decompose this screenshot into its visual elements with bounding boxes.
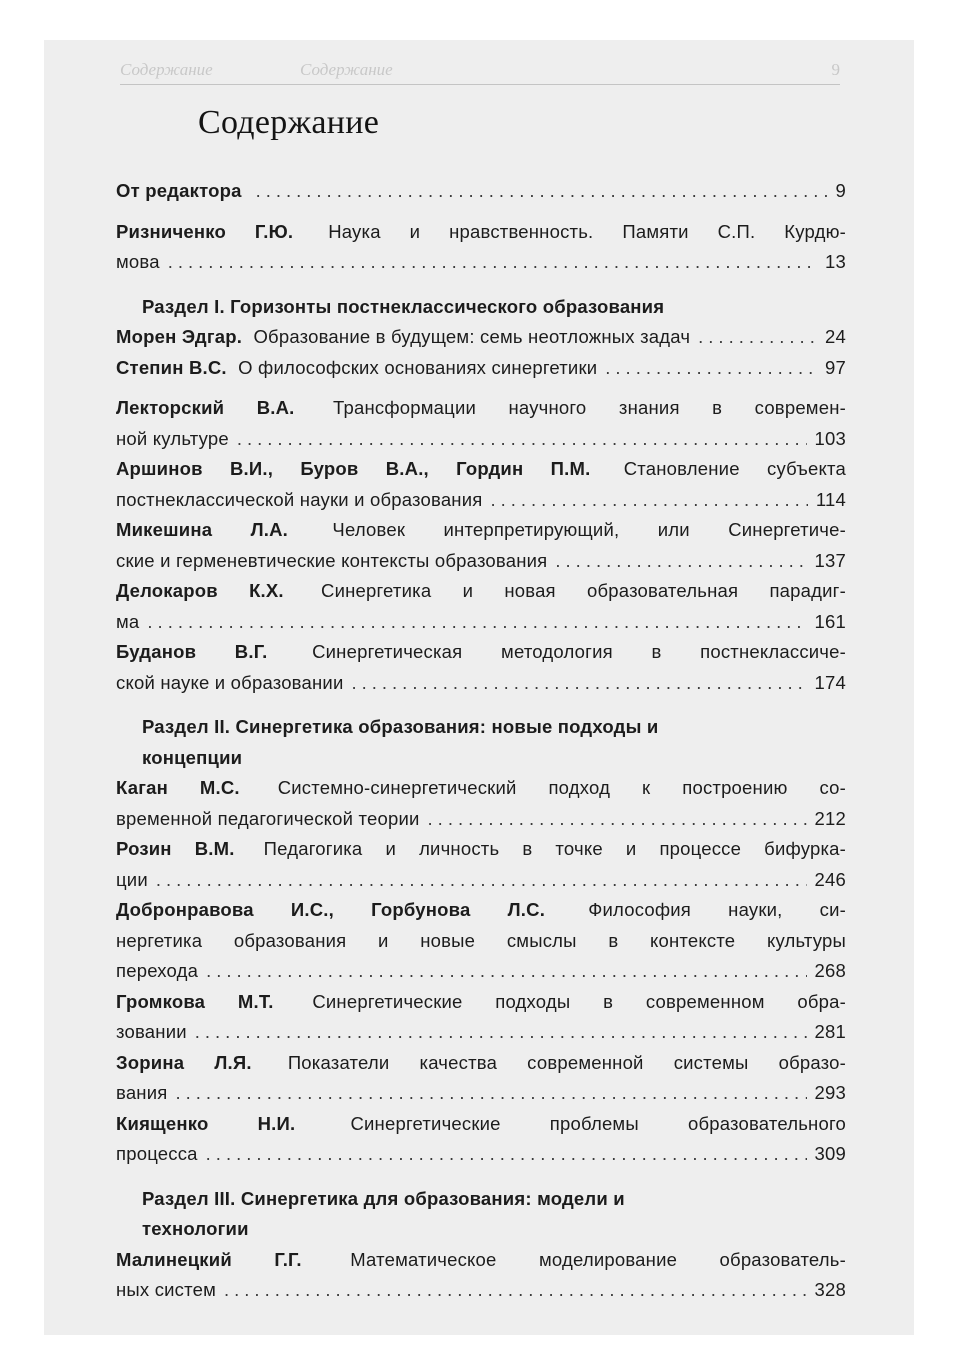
toc-entry-rozin[interactable] xyxy=(116,834,846,895)
entry-author: Ризниченко Г.Ю. xyxy=(116,220,294,242)
entry-title-cont: ных систем xyxy=(116,1279,217,1300)
page-number: 246 xyxy=(814,868,846,890)
toc-entry-dobronravova[interactable] xyxy=(116,895,846,987)
entry-title: Человек интерпретирующий, или Синергетиче- xyxy=(332,519,846,540)
running-head xyxy=(120,60,840,85)
dot-leader xyxy=(175,1078,806,1109)
entry-author: Розин В.М. xyxy=(116,838,235,859)
dot-leader xyxy=(555,546,806,577)
dot-leader xyxy=(224,1275,807,1306)
page-number: 309 xyxy=(814,1143,846,1164)
toc-entry-kagan[interactable] xyxy=(116,773,846,834)
entry-title: Синергетическая методология в постнеклассиче- xyxy=(312,641,846,662)
entry-author: Степин В.С. xyxy=(116,356,227,378)
entry-title: Математическое моделирование образователь- xyxy=(350,1248,846,1270)
entry-title-cont: постнеклассической науки и образования xyxy=(116,488,483,510)
entry-author: Малинецкий Г.Г. xyxy=(116,1248,302,1270)
entry-title-cont: ной культуре xyxy=(116,427,229,449)
entry-title: Образование в будущем: семь неотложных задач xyxy=(253,326,691,347)
toc-entry-budanov[interactable] xyxy=(116,637,846,698)
table-of-contents xyxy=(116,176,846,1306)
entry-title: О философских основаниях синергетики xyxy=(238,356,598,378)
section-heading-2: Раздел II. Синергетика образования: новые подходы и xyxy=(142,716,659,737)
dot-leader xyxy=(237,424,807,455)
entry-author: Аршинов В.И., Буров В.А., Гордин П.М. xyxy=(116,458,591,479)
entry-title-cont: ские и герменевтические контексты образования xyxy=(116,549,548,571)
entry-title: Системно-синергетический подход к построению со- xyxy=(277,777,846,798)
dot-leader xyxy=(428,804,807,835)
page-number: 161 xyxy=(814,610,846,632)
dot-leader xyxy=(605,353,817,384)
entry-title-cont: нергетика образования и новые смыслы в контексте культуры xyxy=(116,929,846,951)
entry-title: Трансформации научного знания в современ- xyxy=(333,397,846,418)
toc-entry-riznichenko[interactable] xyxy=(116,217,846,278)
toc-entry-heading: От редактора xyxy=(116,180,242,201)
dot-leader xyxy=(168,247,817,278)
page-number: 9 xyxy=(835,180,846,201)
page-number: 212 xyxy=(814,807,846,829)
toc-entry-stepin[interactable] xyxy=(116,353,846,384)
toc-entry-mikeshina[interactable] xyxy=(116,515,846,576)
entry-title-cont: временной педагогической теории xyxy=(116,807,420,829)
page-number: 24 xyxy=(825,326,846,347)
entry-title: Показатели качества современной системы образо- xyxy=(287,1051,846,1073)
toc-entry-kiyashchenko[interactable] xyxy=(116,1109,846,1170)
entry-author: Буданов В.Г. xyxy=(116,641,268,662)
running-head-left: Содержание xyxy=(120,60,213,79)
page-number: 114 xyxy=(815,488,846,510)
dot-leader xyxy=(256,176,828,207)
entry-title: Становление субъекта xyxy=(623,458,846,479)
page-number: 13 xyxy=(825,251,846,272)
entry-author: Микешина Л.А. xyxy=(116,519,289,540)
page-number: 103 xyxy=(814,427,846,449)
toc-entry-delokarov[interactable] xyxy=(116,576,846,637)
entry-title-cont: зовании xyxy=(116,1021,187,1042)
entry-title-cont: перехода xyxy=(116,960,199,981)
toc-entry-zorina[interactable] xyxy=(116,1048,846,1109)
dot-leader xyxy=(351,668,806,699)
entry-title-cont: ции xyxy=(116,868,148,890)
running-head-center: Содержание xyxy=(300,60,393,79)
entry-title-cont: мова xyxy=(116,251,160,272)
page-number: 328 xyxy=(814,1279,846,1300)
section-heading-2-cont: концепции xyxy=(142,746,243,768)
entry-title-cont: ма xyxy=(116,610,140,632)
toc-entry-malinetsky[interactable] xyxy=(116,1245,846,1306)
page-number: 174 xyxy=(814,671,846,693)
entry-author: Добронравова И.С., Горбунова Л.С. xyxy=(116,899,546,920)
dot-leader xyxy=(195,1017,807,1048)
running-head-page: 9 xyxy=(831,60,840,79)
page-number: 268 xyxy=(814,960,846,981)
page-number: 97 xyxy=(825,356,846,378)
entry-author: Делокаров К.Х. xyxy=(116,580,284,601)
toc-entry-lektorsky[interactable] xyxy=(116,393,846,454)
page-number: 137 xyxy=(814,549,846,571)
toc-entry-gromkova[interactable] xyxy=(116,987,846,1048)
dot-leader xyxy=(147,607,806,638)
section-heading-1: Раздел I. Горизонты постнеклассического образования xyxy=(142,295,665,317)
page-title: Содержание xyxy=(198,104,380,141)
entry-author: Киященко Н.И. xyxy=(116,1112,296,1134)
entry-author: Морен Эдгар. xyxy=(116,326,243,347)
entry-title: Синергетика и новая образовательная парадиг- xyxy=(321,580,846,601)
entry-title-cont: процесса xyxy=(116,1143,198,1164)
entry-title: Философия науки, си- xyxy=(588,899,847,920)
page-number: 281 xyxy=(814,1021,846,1042)
page-number: 293 xyxy=(814,1082,846,1103)
toc-entry-arshinov[interactable] xyxy=(116,454,846,515)
toc-entry-editor[interactable] xyxy=(116,176,846,207)
entry-title: Педагогика и личность в точке и процессе бифурка- xyxy=(263,838,846,859)
section-heading-3: Раздел III. Синергетика для образования: модели и xyxy=(142,1187,625,1209)
entry-author: Громкова М.Т. xyxy=(116,990,274,1012)
section-heading-3-cont: технологии xyxy=(142,1218,249,1239)
entry-author: Каган М.С. xyxy=(116,777,240,798)
dot-leader xyxy=(206,956,806,987)
entry-title: Синергетические проблемы образовательного xyxy=(350,1112,846,1134)
entry-author: Зорина Л.Я. xyxy=(116,1051,252,1073)
entry-title: Наука и нравственность. Памяти С.П. Курдю- xyxy=(328,220,847,242)
entry-title: Синергетические подходы в современном обра- xyxy=(312,990,846,1012)
dot-leader xyxy=(156,865,807,896)
dot-leader xyxy=(490,485,807,516)
dot-leader xyxy=(698,322,817,353)
toc-entry-morin[interactable] xyxy=(116,322,846,353)
entry-author: Лекторский В.А. xyxy=(116,397,295,418)
entry-title-cont: вания xyxy=(116,1082,168,1103)
entry-title-cont: ской науке и образовании xyxy=(116,671,344,693)
dot-leader xyxy=(206,1139,807,1170)
